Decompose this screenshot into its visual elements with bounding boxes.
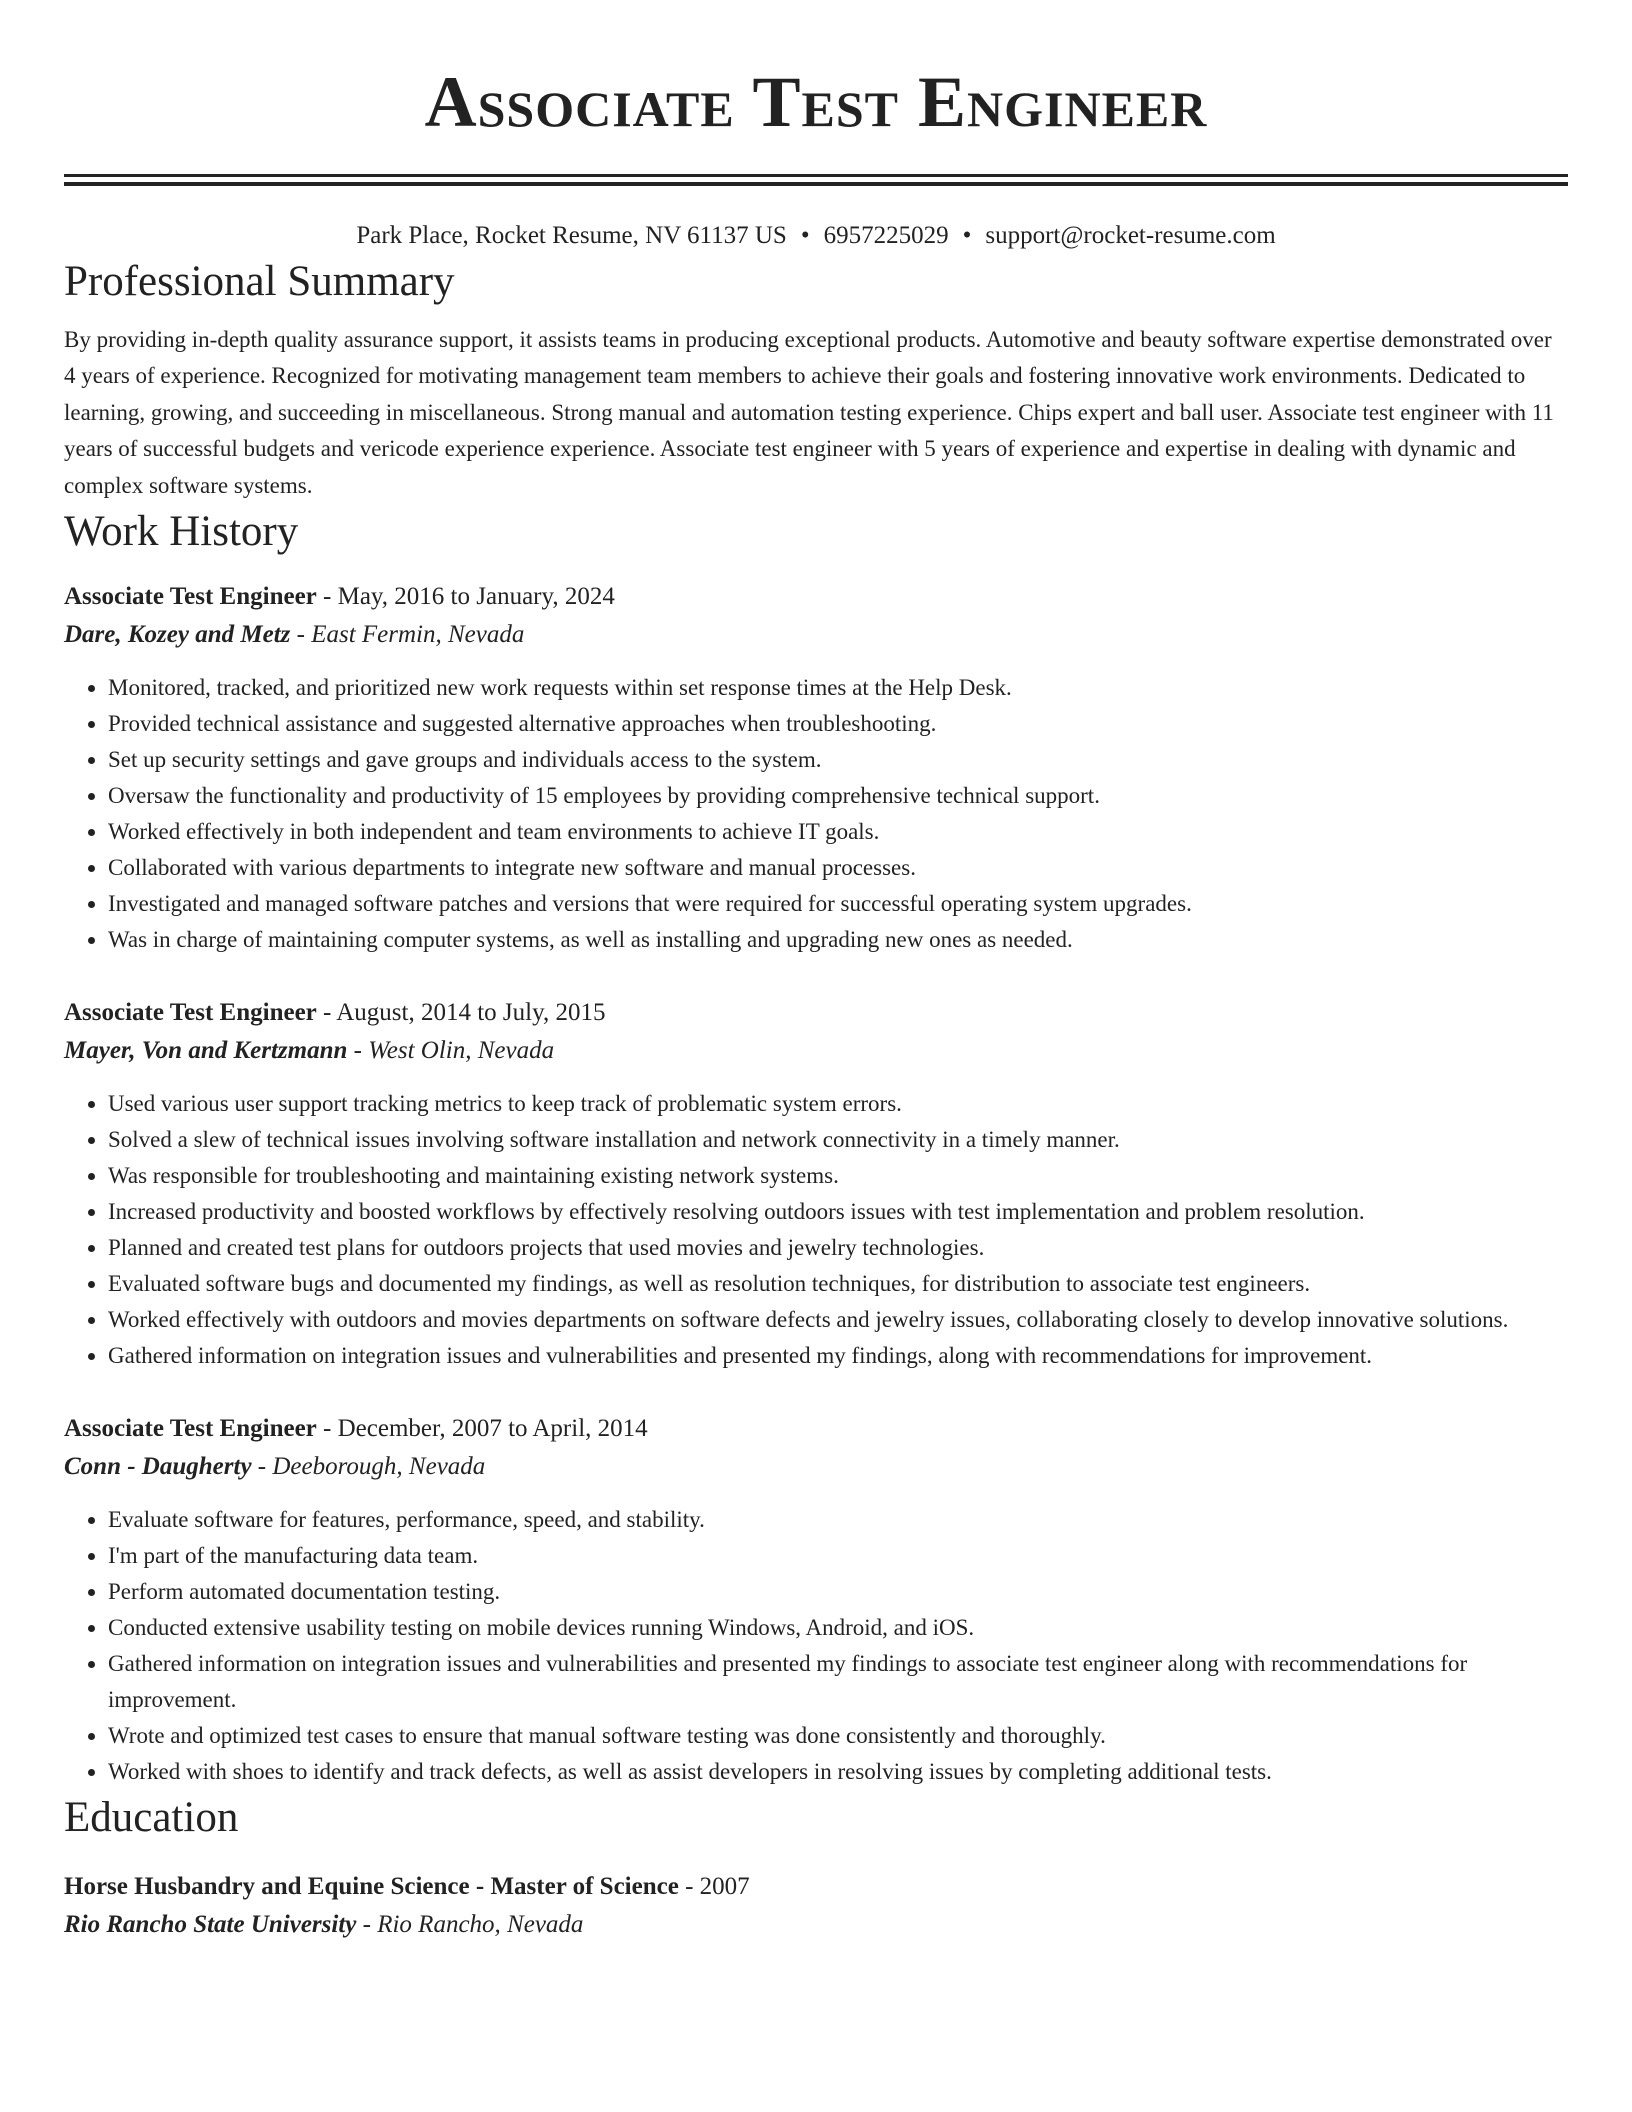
school-line (64, 1906, 1568, 1944)
job-entry (64, 578, 1568, 958)
company-location: - West Olin, Nevada (347, 1037, 555, 1065)
bullet-item: • Worked with shoes to identify and track defects, as well as assist developers in resolving issues by completing additional tests. (108, 1754, 1568, 1790)
job-title: Associate Test Engineer (64, 999, 317, 1027)
bullet-item: • Evaluate software for features, performance, speed, and stability. (108, 1502, 1568, 1538)
bullet-item: • Worked effectively with outdoors and movies departments on software defects and jewelry issues, collaborating closely to develop innovative solutions. (108, 1302, 1568, 1338)
job-entry (64, 994, 1568, 1374)
job-title: Associate Test Engineer (64, 1415, 317, 1443)
bullet-item: • Planned and created test plans for outdoors projects that used movies and jewelry technologies. (108, 1230, 1568, 1266)
company-name: Dare, Kozey and Metz (64, 621, 291, 649)
company-line (64, 1448, 1568, 1486)
bullet-item: • Evaluated software bugs and documented my findings, as well as resolution techniques, for distribution to associate test engineers. (108, 1266, 1568, 1302)
company-line (64, 616, 1568, 654)
degree-year: - 2007 (678, 1873, 750, 1901)
work-history-heading: Work History (64, 508, 299, 556)
bullet-item: • Conducted extensive usability testing on mobile devices running Windows, Android, and iOS. (108, 1610, 1568, 1646)
job-title-line (64, 578, 1568, 616)
bullet-item: • I'm part of the manufacturing data team. (108, 1538, 1568, 1574)
education-entry (64, 1868, 1568, 1944)
job-title: Associate Test Engineer (64, 583, 317, 611)
job-dates: - December, 2007 to April, 2014 (316, 1415, 648, 1443)
contact-email: support@rocket-resume.com (985, 222, 1276, 249)
job-dates: - August, 2014 to July, 2015 (316, 999, 606, 1027)
contact-separator: • (800, 222, 810, 249)
contact-phone: 6957225029 (823, 222, 949, 249)
title-divider (64, 174, 1568, 186)
job-entry (64, 1410, 1568, 1790)
company-location: - East Fermin, Nevada (290, 621, 525, 649)
bullet-item: • Used various user support tracking metrics to keep track of problematic system errors. (108, 1086, 1568, 1122)
resume-title: Associate Test Engineer (424, 62, 1208, 142)
company-name: Conn - Daugherty (64, 1453, 252, 1481)
bullet-item: • Investigated and managed software patches and versions that were required for successful operating system upgrades. (108, 886, 1568, 922)
bullet-item: • Gathered information on integration issues and vulnerabilities and presented my findings to associate test engineer along with recommendations for improvement. (108, 1646, 1568, 1718)
school-location: - Rio Rancho, Nevada (356, 1911, 584, 1939)
job-bullets (64, 670, 1568, 958)
bullet-item: • Increased productivity and boosted workflows by effectively resolving outdoors issues with test implementation and problem resolution. (108, 1194, 1568, 1230)
degree-name: Horse Husbandry and Equine Science - Master of Science (64, 1873, 679, 1901)
contact-line (64, 218, 1568, 254)
contact-address: Park Place, Rocket Resume, NV 61137 US (356, 222, 787, 249)
education-heading: Education (64, 1794, 239, 1842)
bullet-item: • Perform automated documentation testing. (108, 1574, 1568, 1610)
job-title-line (64, 1410, 1568, 1448)
summary-text: By providing in-depth quality assurance support, it assists teams in producing exceptional products. Automotive and beauty software expertise demonstrated over 4 years of experience. Recognized for motivating management team members to achieve their goals and fostering innovative work environments. Dedicated to learning, growing, and succeeding in miscellaneous. Strong manual and automation testing experience. Chips expert and ball user. Associate test engineer with 11 years of successful budgets and vericode experience experience. Associate test engineer with 5 years of experience and expertise in dealing with dynamic and complex software systems. (64, 327, 1554, 498)
bullet-item: • Worked effectively in both independent and team environments to achieve IT goals. (108, 814, 1568, 850)
bullet-item: • Set up security settings and gave groups and individuals access to the system. (108, 742, 1568, 778)
bullet-item: • Gathered information on integration issues and vulnerabilities and presented my findings, along with recommendations for improvement. (108, 1338, 1568, 1374)
company-location: - Deeborough, Nevada (251, 1453, 486, 1481)
company-name: Mayer, Von and Kertzmann (64, 1037, 348, 1065)
bullet-item: • Wrote and optimized test cases to ensure that manual software testing was done consistently and thoroughly. (108, 1718, 1568, 1754)
company-line (64, 1032, 1568, 1070)
bullet-item: • Provided technical assistance and suggested alternative approaches when troubleshooting. (108, 706, 1568, 742)
school-name: Rio Rancho State University (64, 1911, 357, 1939)
bullet-item: • Was responsible for troubleshooting and maintaining existing network systems. (108, 1158, 1568, 1194)
contact-separator: • (962, 222, 972, 249)
bullet-item: • Solved a slew of technical issues involving software installation and network connectivity in a timely manner. (108, 1122, 1568, 1158)
summary-heading: Professional Summary (64, 258, 455, 305)
job-dates: - May, 2016 to January, 2024 (316, 583, 615, 611)
bullet-item: • Collaborated with various departments to integrate new software and manual processes. (108, 850, 1568, 886)
job-bullets (64, 1502, 1568, 1790)
bullet-item: • Was in charge of maintaining computer systems, as well as installing and upgrading new ones as needed. (108, 922, 1568, 958)
bullet-item: • Oversaw the functionality and productivity of 15 employees by providing comprehensive technical support. (108, 778, 1568, 814)
bullet-item: • Monitored, tracked, and prioritized new work requests within set response times at the Help Desk. (108, 670, 1568, 706)
job-bullets (64, 1086, 1568, 1374)
job-title-line (64, 994, 1568, 1032)
degree-line (64, 1868, 1568, 1906)
